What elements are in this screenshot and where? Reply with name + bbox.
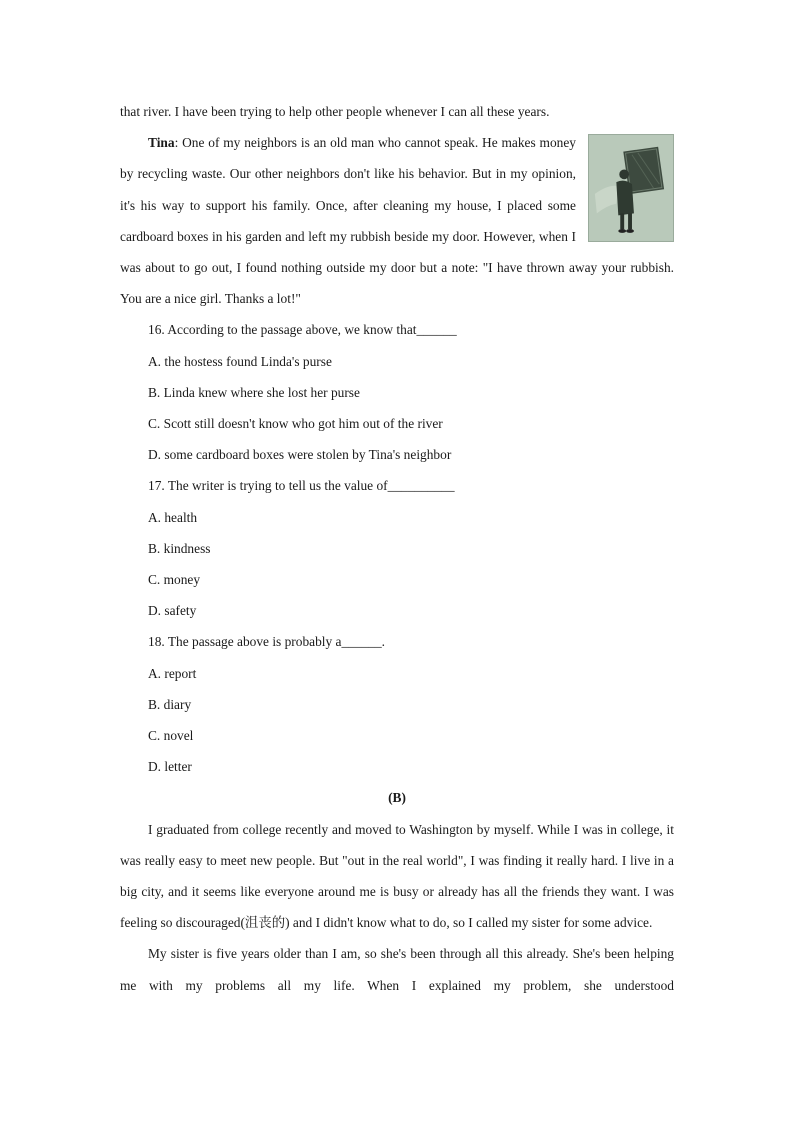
question-16 [120,314,674,470]
option: B. kindness [148,540,211,556]
option: C. novel [148,728,194,744]
passage-a-ending: that river. I have been trying to help other people whenever I can all these years. [120,104,550,119]
document-page [120,96,674,1001]
option: C. money [148,572,201,588]
option: D. safety [148,603,197,619]
passage-b-paragraph-2: My sister is five years older than I am, so she's been through all this already. She's been helping me with my problems all my life. When I explained my problem, she understood [120,946,674,993]
section-b-title: (B) [388,790,406,806]
option: D. letter [148,759,192,775]
option: A. the hostess found Linda's purse [148,353,332,369]
recycling-man-illustration [588,134,674,242]
speaker-name: Tina [148,135,175,151]
option: B. diary [148,696,192,712]
option: A. health [148,509,198,525]
option: C. Scott still doesn't know who got him out of the river [148,416,443,432]
tina-text: : One of my neighbors is an old man who cannot speak. He makes money by recycling waste. Our other neighbors don't like his behavior. But in my opinion, it's his way to support his family. Once, after cleaning my house, I placed some cardboard boxes in his garden and left my rubbish beside my door. However, when I was about to go out, I found nothing outside my door but a note: "I have thrown away your rubbish. You are a nice girl. Thanks a lot!" [120,135,674,307]
question-stem: 18. The passage above is probably a______. [148,634,386,650]
question-18 [120,626,674,782]
tina-paragraph-block [120,127,674,314]
option: A. report [148,665,197,681]
option: D. some cardboard boxes were stolen by Tina's neighbor [148,447,452,463]
passage-b-paragraph-1: I graduated from college recently and moved to Washington by myself. While I was in college, it was really easy to meet new people. But "out in the real world", I was finding it really hard. I live in a big city, and it seems like everyone around me is busy or already has all the friends they want. I was feeling so discouraged(沮丧的) and I didn't know what to do, so I called my sister for some advice. [120,821,674,931]
question-stem: 16. According to the passage above, we know that______ [148,322,457,338]
question-stem: 17. The writer is trying to tell us the value of__________ [148,478,455,494]
option: B. Linda knew where she lost her purse [148,384,360,400]
recycling-man-icon [589,135,673,241]
question-17 [120,470,674,626]
